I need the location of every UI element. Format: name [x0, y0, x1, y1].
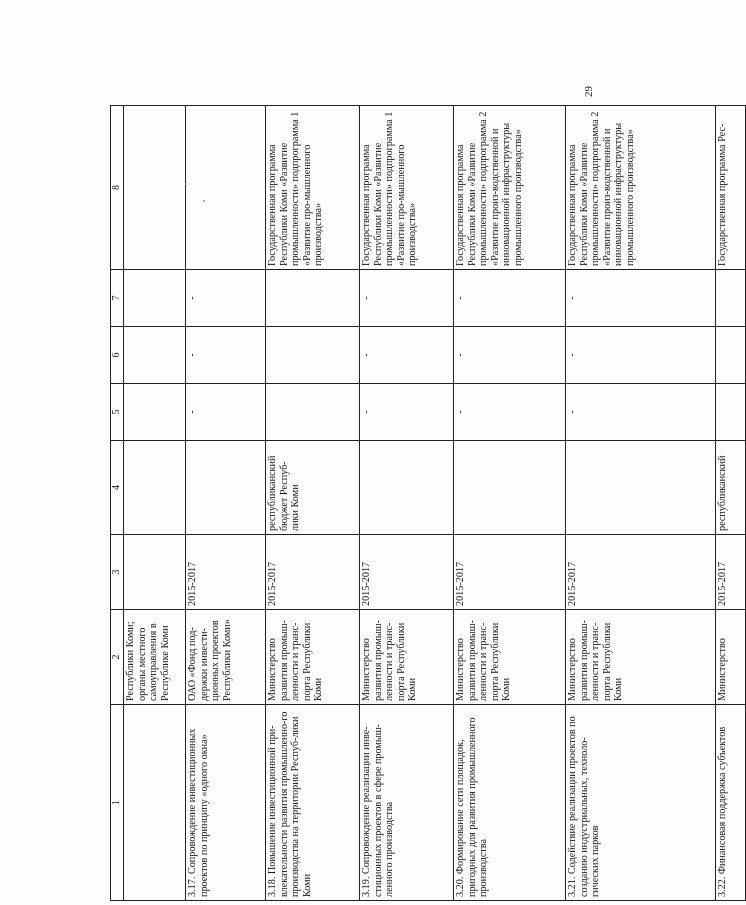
funding-source-cell: [566, 441, 716, 535]
executor-cell: Республики Коми; органы местного самоуправления в Республике Коми: [124, 610, 186, 705]
measure-cell: 3.22. Финансовая поддержка субъектов: [716, 705, 746, 901]
executor-cell: Министерство развития промыш-ленности и транс-порта Республики Коми: [566, 610, 716, 705]
funding-source-cell: [186, 441, 266, 535]
value-cell-5: -: [566, 384, 716, 441]
period-cell: 2015-2017: [186, 535, 266, 610]
table-row: [360, 106, 454, 901]
program-table: [110, 105, 746, 901]
table-row: [266, 106, 360, 901]
column-header: 2: [111, 610, 124, 705]
funding-source-cell: республиканский бюджет Респуб-лики Коми: [266, 441, 360, 535]
executor-cell: Министерство развития промыш-ленности и транс-порта Республики Коми: [360, 610, 454, 705]
funding-source-cell: [360, 441, 454, 535]
value-cell-5: [716, 384, 746, 441]
executor-cell: Министерство: [716, 610, 746, 705]
column-header: 8: [111, 106, 124, 270]
value-cell-6: -: [360, 327, 454, 384]
period-cell: [124, 535, 186, 610]
value-cell-7: -: [454, 270, 566, 327]
measure-cell: 3.17. Сопровождение инвестиционных проектов по принципу «одного окна»: [186, 705, 266, 901]
value-cell-7: -: [360, 270, 454, 327]
period-cell: 2015-2017: [566, 535, 716, 610]
value-cell-7: -: [186, 270, 266, 327]
value-cell-5: -: [454, 384, 566, 441]
table-row: [124, 106, 186, 901]
value-cell-5: [124, 384, 186, 441]
value-cell-6: -: [566, 327, 716, 384]
measure-cell: 3.19. Сопровождение реализации инве-стиционных проектов в сфере промыш-ленного производства: [360, 705, 454, 901]
page-number: 29: [583, 86, 595, 97]
executor-cell: Министерство развития промыш-ленности и транс-порта Республики Коми: [266, 610, 360, 705]
value-cell-6: -: [454, 327, 566, 384]
value-cell-5: -: [186, 384, 266, 441]
measure-cell: 3.20. Формирование сети площадок, пригодных для развития промышленного производства: [454, 705, 566, 901]
column-header: 5: [111, 384, 124, 441]
period-cell: 2015-2017: [360, 535, 454, 610]
program-cell: Государственная программа Республики Коми «Развитие промышленности» подпрограмма 1 «Развитие про-мышленного производства»: [266, 106, 360, 270]
measure-cell: 3.21. Содействие реализации проектов по созданию индустриальных, техноло-гических парков: [566, 705, 716, 901]
value-cell-6: -: [186, 327, 266, 384]
column-header: 3: [111, 535, 124, 610]
value-cell-5: [266, 384, 360, 441]
program-cell: [124, 106, 186, 270]
period-cell: 2015-2017: [716, 535, 746, 610]
measure-cell: [124, 705, 186, 901]
program-cell: Государственная программа Рес-: [716, 106, 746, 270]
program-cell: [186, 106, 266, 270]
table-row: [716, 106, 746, 901]
measure-cell: 3.18. Повышение инвестиционной при-влекательности развития промышленно-го производства на территории Респуб-лики Коми: [266, 705, 360, 901]
funding-source-cell: [454, 441, 566, 535]
table-row: [566, 106, 716, 901]
column-header: 4: [111, 441, 124, 535]
program-cell: Государственная программа Республики Коми «Развитие промышленности» подпрограмма 2 «Развитие произ-водственной и инновационной инфраструктуры промышленного производства»: [454, 106, 566, 270]
scan-speck: [185, 183, 187, 185]
funding-source-cell: республиканский: [716, 441, 746, 535]
value-cell-7: [716, 270, 746, 327]
period-cell: 2015-2017: [266, 535, 360, 610]
column-header: 7: [111, 270, 124, 327]
value-cell-7: [124, 270, 186, 327]
header-row: [111, 106, 124, 901]
period-cell: 2015-2017: [454, 535, 566, 610]
table-row: [186, 106, 266, 901]
column-header: 1: [111, 705, 124, 901]
table-row: [454, 106, 566, 901]
value-cell-6: [266, 327, 360, 384]
scan-speck: [203, 200, 205, 202]
funding-source-cell: [124, 441, 186, 535]
column-header: 6: [111, 327, 124, 384]
program-cell: Государственная программа Республики Коми «Развитие промышленности» подпрограмма 2 «Развитие произ-водственной и инновационной инфраструктуры промышленного производства»: [566, 106, 716, 270]
executor-cell: ОАО «Фонд под-держки инвести-ционных проектов Республики Коми»: [186, 610, 266, 705]
value-cell-6: [716, 327, 746, 384]
value-cell-6: [124, 327, 186, 384]
executor-cell: Министерство развития промыш-ленности и транс-порта Республики Коми: [454, 610, 566, 705]
program-cell: Государственная программа Республики Коми «Развитие промышленности» подпрограмма 1 «Развитие про-мышленного производства»: [360, 106, 454, 270]
value-cell-7: -: [566, 270, 716, 327]
value-cell-5: -: [360, 384, 454, 441]
value-cell-7: [266, 270, 360, 327]
